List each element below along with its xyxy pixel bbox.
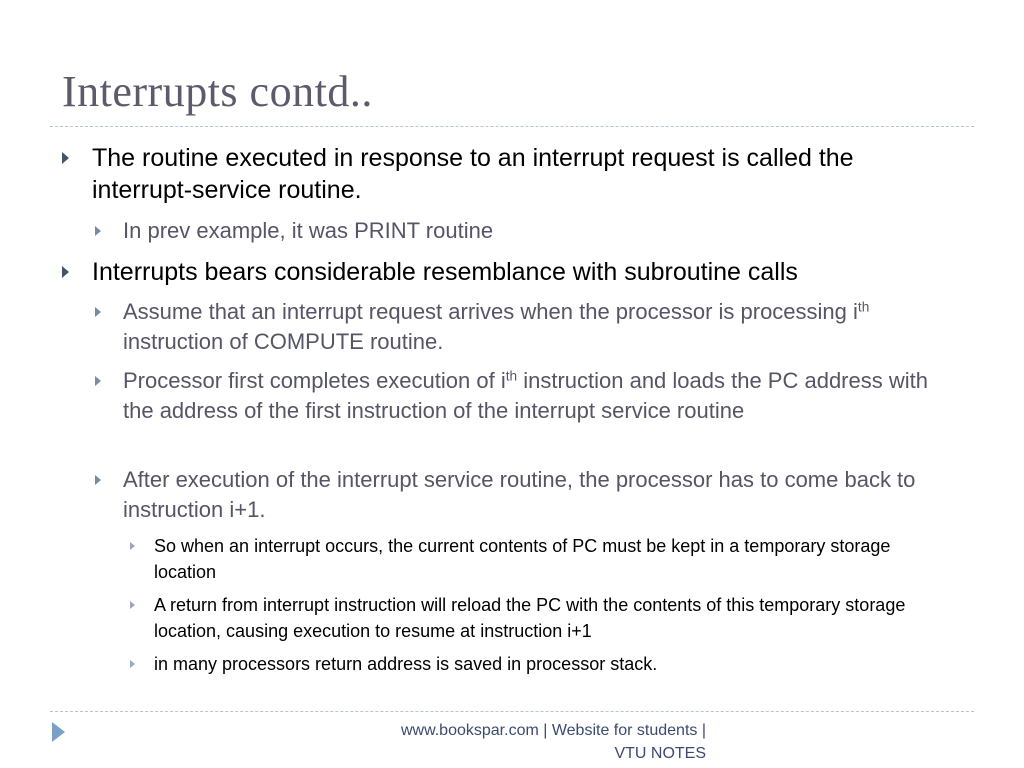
next-slide-arrow-icon[interactable] bbox=[52, 722, 65, 742]
bullet-2-text: Interrupts bears considerable resemblance with subroutine calls bbox=[92, 258, 798, 286]
text-part: Processor first completes execution of i bbox=[123, 368, 506, 393]
bullet-2-sub-1-text bbox=[123, 297, 893, 357]
bullet-arrow-icon bbox=[95, 226, 101, 236]
bullet-2-sub-2-text bbox=[123, 366, 963, 426]
slide-title: Interrupts contd.. bbox=[62, 67, 373, 116]
title-divider bbox=[50, 126, 974, 127]
bullet-2-sub-3-sub-3-text: in many processors return address is saved in processor stack. bbox=[154, 654, 658, 674]
footer-divider bbox=[50, 711, 974, 712]
bullet-arrow-icon bbox=[130, 660, 135, 668]
superscript: th bbox=[857, 299, 870, 315]
text-part: instruction and loads the PC address with the address of the first instruction of the interrupt service routine bbox=[123, 368, 928, 423]
bullet-arrow-icon bbox=[62, 152, 69, 164]
bullet-2-sub-3-sub-2-text: A return from interrupt instruction will reload the PC with the contents of this temporary storage location, causing execution to resume at instruction i+1 bbox=[154, 595, 906, 641]
bullet-arrow-icon bbox=[130, 542, 135, 550]
bullet-2-sub-3-text: After execution of the interrupt service routine, the processor has to come back to instruction i+1. bbox=[123, 467, 916, 522]
bullet-arrow-icon bbox=[95, 376, 101, 386]
bullet-1-sub-1-text: In prev example, it was PRINT routine bbox=[123, 218, 494, 243]
footer-line-1: www.bookspar.com | Website for students | bbox=[400, 722, 706, 739]
bullet-arrow-icon bbox=[62, 266, 69, 278]
bullet-arrow-icon bbox=[95, 307, 101, 317]
bullet-2-sub-3-sub-1-text: So when an interrupt occurs, the current contents of PC must be kept in a temporary storage location bbox=[154, 536, 891, 582]
bullet-arrow-icon bbox=[130, 601, 135, 609]
superscript: th bbox=[505, 368, 518, 384]
footer-line-2: VTU NOTES bbox=[614, 745, 706, 762]
bullet-1-text: The routine executed in response to an interrupt request is called the interrupt-service routine. bbox=[92, 144, 854, 204]
text-part: instruction of COMPUTE routine. bbox=[123, 329, 444, 354]
bullet-arrow-icon bbox=[95, 475, 101, 485]
footer bbox=[340, 719, 706, 765]
text-part: Assume that an interrupt request arrives when the processor is processing i bbox=[123, 299, 858, 324]
